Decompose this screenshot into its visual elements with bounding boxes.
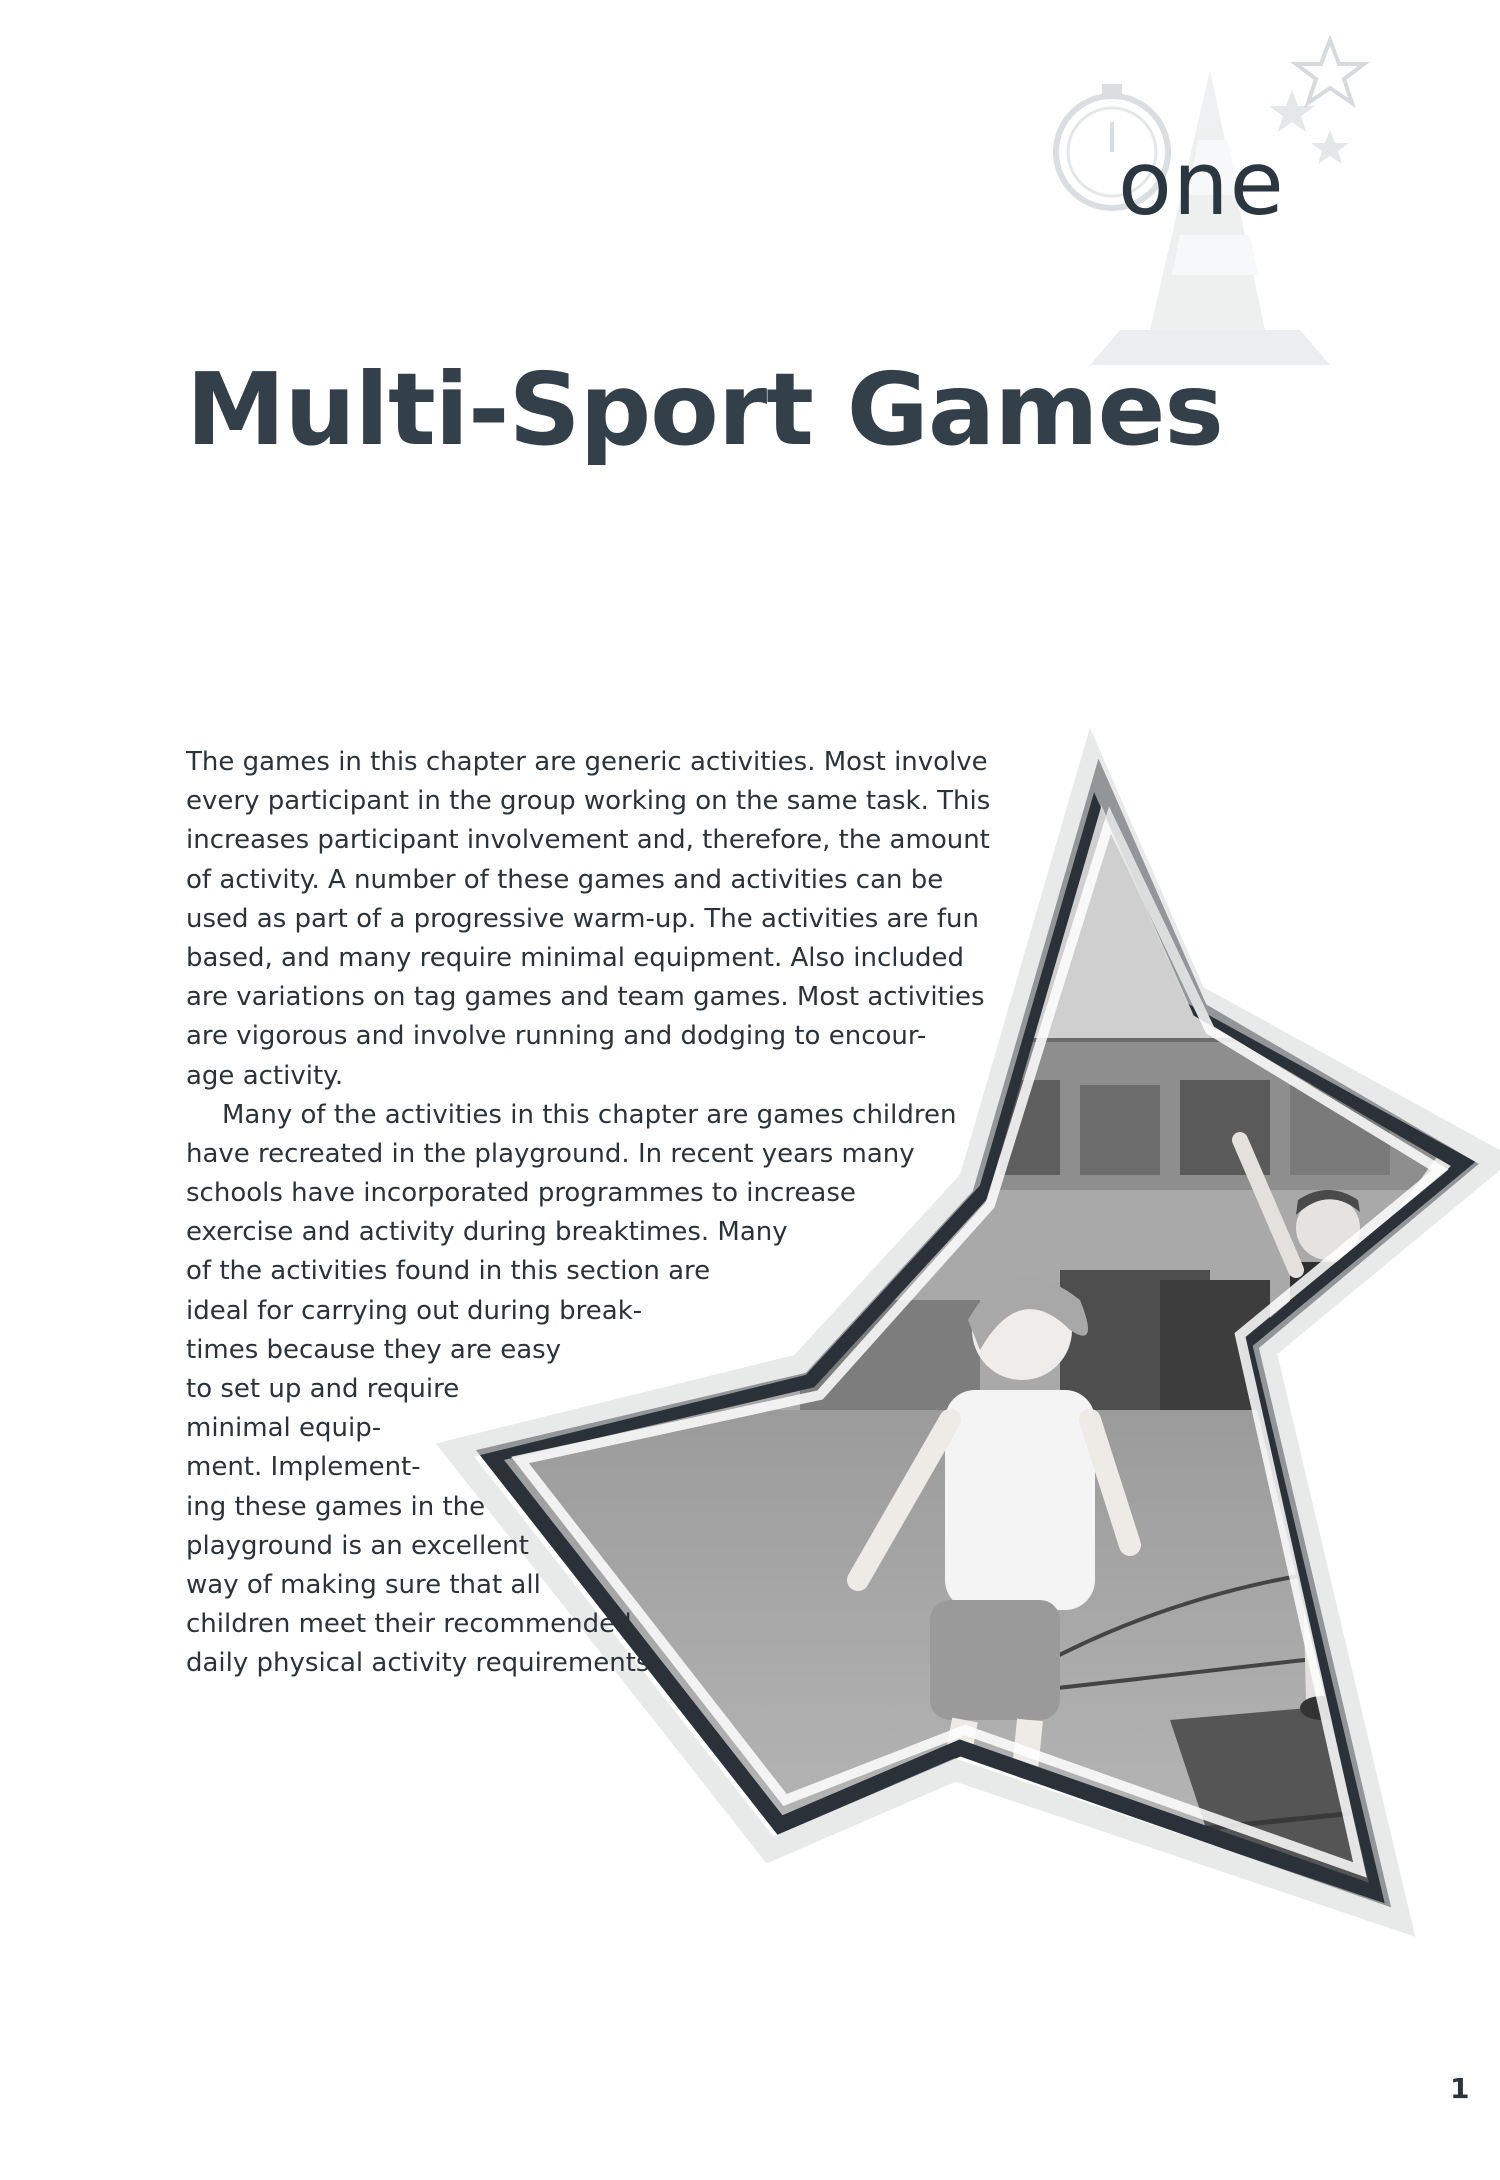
intro-line: playground is an excellent xyxy=(186,1530,529,1561)
intro-line: have recreated in the playground. In recent years many xyxy=(186,1138,915,1169)
intro-line: of the activities found in this section are xyxy=(186,1256,711,1287)
intro-line: increases participant involvement and, therefore, the amount xyxy=(186,825,990,856)
intro-line: to set up and require xyxy=(186,1374,460,1404)
chapter-intro xyxy=(186,743,990,1684)
chapter-number: one xyxy=(1118,132,1285,235)
intro-line: are variations on tag games and team games. Most activities xyxy=(186,982,985,1013)
page-number: 1 xyxy=(1450,2072,1470,2105)
intro-line: ideal for carrying out during break- xyxy=(186,1295,643,1326)
intro-line: ing these games in the xyxy=(186,1491,486,1522)
intro-line: used as part of a progressive warm-up. The activities are fun xyxy=(186,903,979,934)
intro-line: times because they are easy xyxy=(186,1334,562,1365)
chapter-title: Multi-Sport Games xyxy=(186,351,1223,468)
intro-line: Many of the activities in this chapter are games children xyxy=(222,1099,957,1130)
intro-line: are vigorous and involve running and dodging to encour- xyxy=(186,1021,927,1052)
intro-line: The games in this chapter are generic activities. Most involve xyxy=(186,747,988,777)
intro-line: minimal equip- xyxy=(186,1413,382,1444)
intro-line: of activity. A number of these games and activities can be xyxy=(186,864,944,895)
intro-line: children meet their recommended xyxy=(186,1609,632,1640)
intro-line: ment. Implement- xyxy=(186,1452,421,1483)
intro-line: based, and many require minimal equipment. Also included xyxy=(186,942,964,973)
intro-line: exercise and activity during breaktimes. Many xyxy=(186,1217,788,1248)
intro-line: daily physical activity requirements. xyxy=(186,1648,658,1679)
intro-line: every participant in the group working on the same task. This xyxy=(186,786,991,817)
intro-line: age activity. xyxy=(186,1060,344,1091)
intro-line: schools have incorporated programmes to increase xyxy=(186,1178,856,1209)
intro-line: way of making sure that all xyxy=(186,1569,541,1600)
